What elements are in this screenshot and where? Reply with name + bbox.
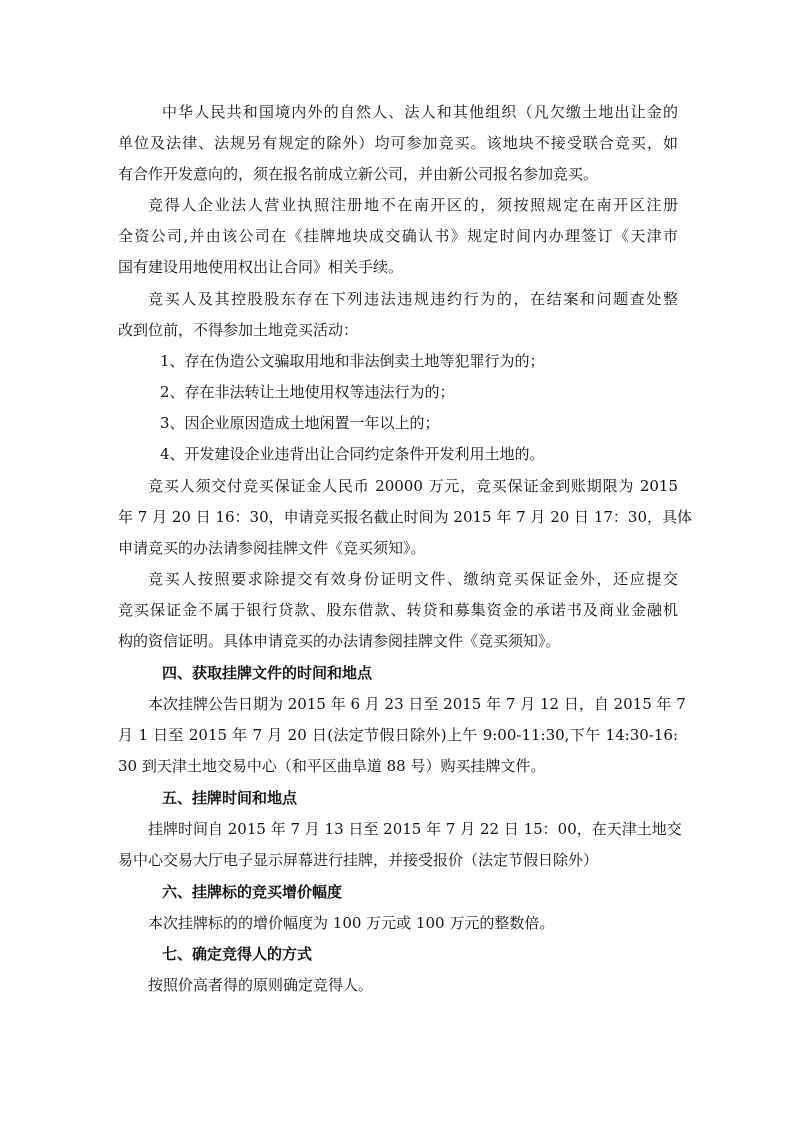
section-heading-7: 七、确定竞得人的方式 xyxy=(162,945,313,963)
text-line: 构的资信证明。具体申请竞买的办法请参阅挂牌文件《竞买须知》。 xyxy=(118,632,561,650)
text-line: 中华人民共和国境内外的自然人、法人和其他组织（凡欠缴土地出让金的 xyxy=(162,103,678,121)
text-line: 挂牌时间自 2015 年 7 月 13 日至 2015 年 7 月 22 日 15：00，在天津土地交 xyxy=(148,820,682,838)
list-item: 1、存在伪造公文骗取用地和非法倒卖土地等犯罪行为的； xyxy=(160,352,545,370)
paragraph-registration xyxy=(118,190,678,283)
text-line: 本次挂牌标的的增价幅度为 100 万元或 100 万元的整数倍。 xyxy=(148,914,555,932)
paragraph-restrictions xyxy=(118,284,678,346)
paragraph-deposit xyxy=(118,471,693,564)
section-heading-4: 四、获取挂牌文件的时间和地点 xyxy=(162,664,373,682)
text-line: 竞买人按照要求除提交有效身份证明文件、缴纳竞买保证金外，还应提交 xyxy=(148,570,678,588)
text-line: 申请竞买的办法请参阅挂牌文件《竞买须知》。 xyxy=(118,539,426,557)
section-heading-6: 六、挂牌标的竞买增价幅度 xyxy=(162,883,343,901)
text-line: 易中心交易大厅电子显示屏幕进行挂牌，并接受报价（法定节假日除外） xyxy=(118,851,599,869)
paragraph-credentials xyxy=(118,564,678,657)
paragraph-increment xyxy=(118,908,678,939)
paragraph-documents-time xyxy=(118,689,686,782)
list-item: 4、开发建设企业违背出让合同约定条件开发利用土地的。 xyxy=(160,445,545,463)
text-line: 有合作开发意向的，须在报名前成立新公司，并由新公司报名参加竞买。 xyxy=(118,165,599,183)
text-line: 改到位前，不得参加土地竞买活动： xyxy=(118,321,359,339)
text-line: 国有建设用地使用权出让合同》相关手续。 xyxy=(118,258,404,276)
text-line: 单位及法律、法规另有规定的除外）均可参加竞买。该地块不接受联合竞买，如 xyxy=(118,134,678,152)
text-line: 本次挂牌公告日期为 2015 年 6 月 23 日至 2015 年 7 月 12 日，自 2015 年 7 xyxy=(148,695,686,713)
text-line: 年 7 月 20 日 16：30，申请竞买报名截止时间为 2015 年 7 月 20 日 17：30，具体 xyxy=(118,508,693,526)
text-line: 全资公司,并由该公司在《挂牌地块成交确认书》规定时间内办理签订《天津市 xyxy=(118,227,678,245)
list-item: 3、因企业原因造成土地闲置一年以上的； xyxy=(160,414,440,432)
text-line: 按照价高者得的原则确定竞得人。 xyxy=(148,976,374,994)
list-item: 2、存在非法转让土地使用权等违法行为的； xyxy=(160,383,455,401)
text-line: 月 1 日至 2015 年 7 月 20 日(法定节假日除外)上午 9:00-11:30,下午 14:30-16: xyxy=(118,726,678,744)
section-heading-5: 五、挂牌时间和地点 xyxy=(162,789,298,807)
paragraph-listing-time xyxy=(118,814,682,876)
text-line: 竞买人及其控股股东存在下列违法违规违约行为的，在结案和问题查处整 xyxy=(148,290,678,308)
text-line: 竞买保证金不属于银行贷款、股东借款、转贷和募集资金的承诺书及商业金融机 xyxy=(118,601,678,619)
text-line: 竞买人须交付竞买保证金人民币 20000 万元，竞买保证金到账期限为 2015 xyxy=(148,477,678,495)
text-line: 竞得人企业法人营业执照注册地不在南开区的，须按照规定在南开区注册 xyxy=(148,196,678,214)
paragraph-eligibility xyxy=(118,97,678,190)
paragraph-winner xyxy=(118,970,678,1001)
text-line: 30 到天津土地交易中心（和平区曲阜道 88 号）购买挂牌文件。 xyxy=(118,757,546,775)
